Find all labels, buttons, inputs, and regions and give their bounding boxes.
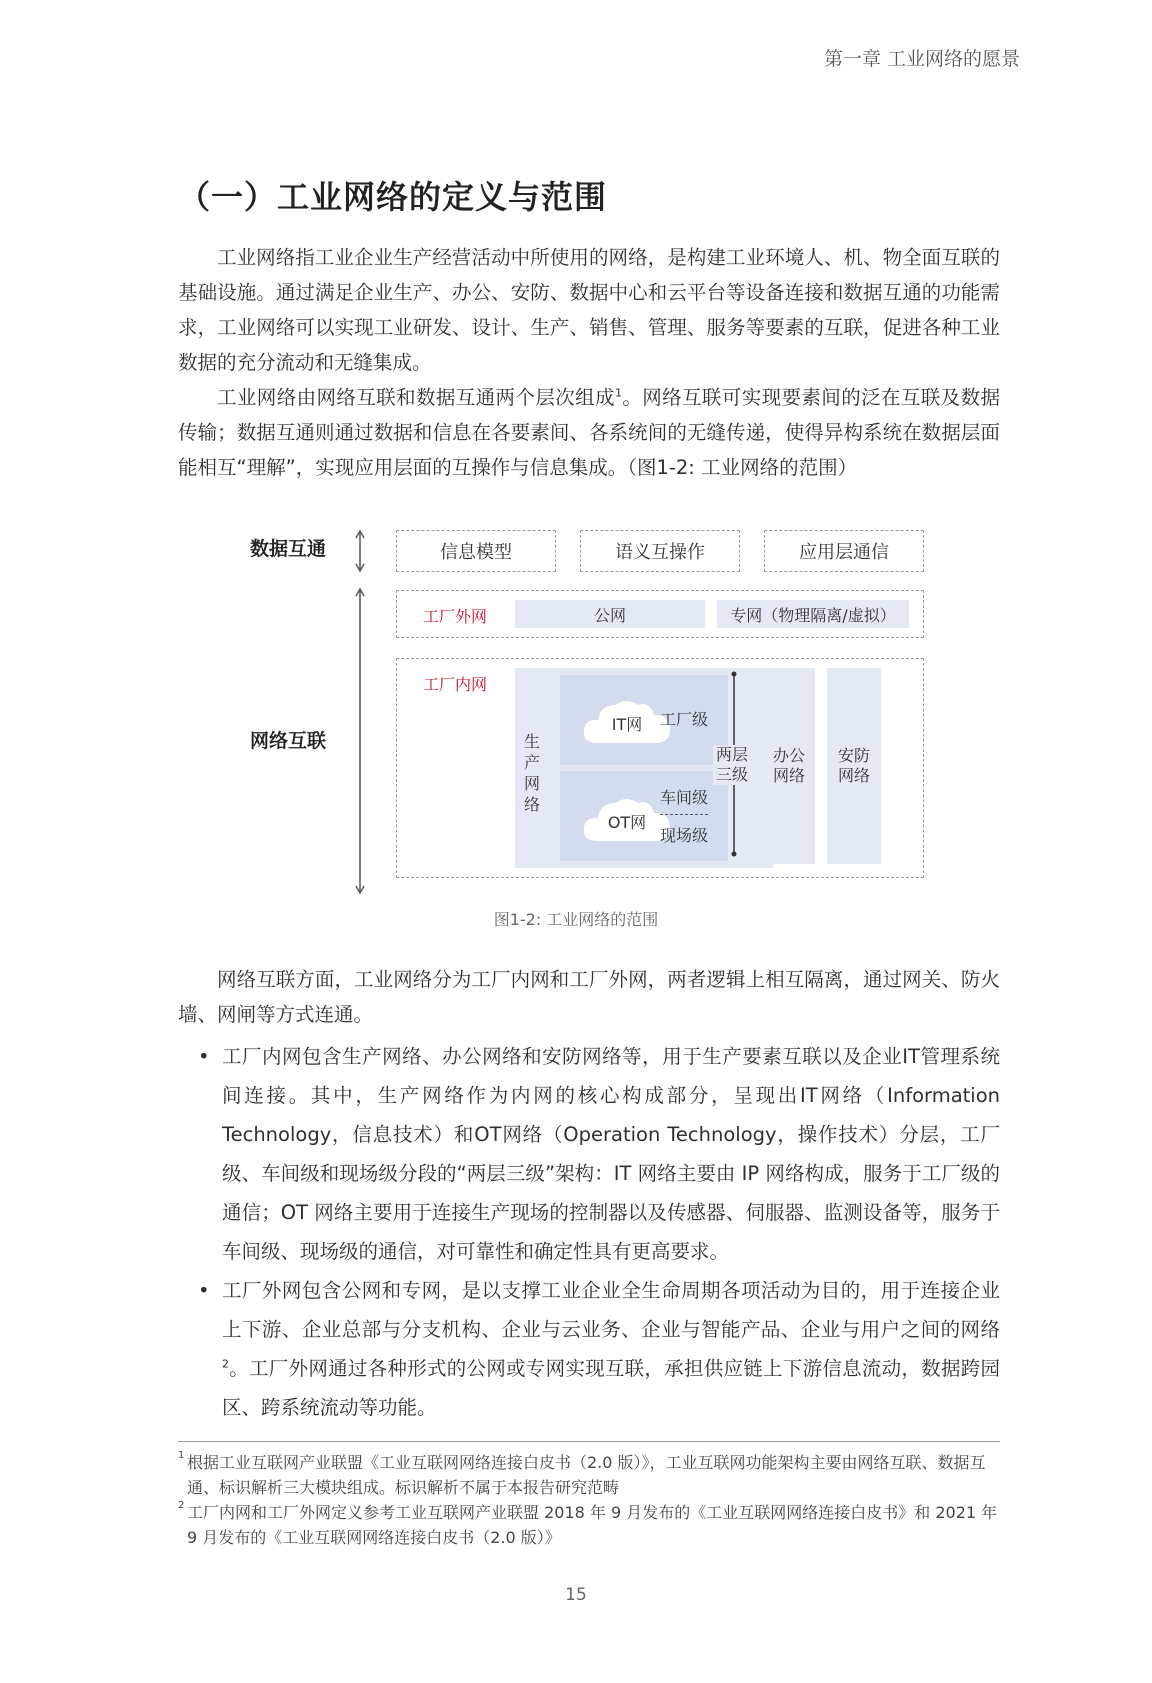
- running-header: 第一章 工业网络的愿景: [823, 48, 1020, 70]
- box-public-network: 公网: [515, 600, 705, 628]
- bullet-list: [198, 1037, 1000, 1427]
- label-two-layer-three-level: 两层三级: [713, 745, 751, 785]
- footnote-ref-2[interactable]: 2: [222, 1357, 229, 1371]
- factory-level-zone: [560, 675, 728, 765]
- label-internal-network: 工厂内网: [423, 675, 488, 694]
- box-semantic-interop: 语义互操作: [580, 530, 740, 572]
- footnote-ref-1[interactable]: 1: [614, 386, 622, 400]
- industrial-network-scope-diagram: [230, 520, 930, 900]
- footnote-2: 2 工厂内网和工厂外网定义参考工业互联网产业联盟 2018 年 9 月发布的《工业互联网网络连接白皮书》和 2021 年 9 月发布的《工业互联网网络连接白皮书（2.0 版）》: [178, 1500, 998, 1547]
- label-field-level: 现场级: [660, 826, 709, 845]
- label-security-network: 安防网络: [837, 746, 870, 785]
- paragraph-definition: 工业网络指工业企业生产经营活动中所使用的网络，是构建工业环境人、机、物全面互联的基础设施。通过满足企业生产、办公、安防、数据中心和云平台等设备连接和数据互通的功能需求，工业网络可以实现工业研发、设计、生产、销售、管理、服务等要素的互联，促进各种工业数据的充分流动和无缝集成。: [178, 246, 1000, 374]
- bullet-external-network: [198, 1271, 1000, 1427]
- label-production-network: 生产网络: [523, 732, 540, 814]
- label-external-network: 工厂外网: [423, 607, 488, 626]
- label-factory-level: 工厂级: [660, 710, 709, 729]
- workshop-field-zone: [560, 771, 728, 861]
- paragraph-interconnect-text: 网络互联方面，工业网络分为工厂内网和工厂外网，两者逻辑上相互隔离，通过网关、防火墙、网闸等方式连通。: [178, 968, 1000, 1026]
- bullet-external-text-a: 工厂外网包含公网和专网，是以支撑工业企业全生命周期各项活动为目的，用于连接企业上下游、企业总部与分支机构、企业与云业务、企业与智能产品、企业与用户之间的网络: [222, 1279, 1000, 1341]
- paragraph-layers-text-b: 。网络互联可实现要素间的泛在互联及数据传输；数据互通则通过数据和信息在各要素间、各系统间的无缝传递，使得异构系统在数据层面能相互“理解”，实现应用层面的互操作与信息集成。（图1-2: 工业网络的范围）: [178, 386, 1000, 479]
- paragraph-layers: [178, 380, 1000, 485]
- intro-paragraphs: [178, 240, 1000, 485]
- label-ot-network: OT网: [607, 812, 647, 832]
- level-divider: [660, 814, 708, 815]
- footnote-1-text: 根据工业互联网产业联盟《工业互联网网络连接白皮书（2.0 版）》，工业互联网功能架构主要由网络互联、数据互通、标识解析三大模块组成。标识解析不属于本报告研究范畴: [187, 1453, 986, 1497]
- box-app-layer-comm: 应用层通信: [764, 530, 924, 572]
- label-network-interconnect: 网络互联: [250, 730, 327, 752]
- external-network-box: [396, 590, 924, 638]
- box-private-network: 专网（物理隔离/虚拟）: [717, 600, 909, 628]
- bullet-internal-network: [198, 1037, 1000, 1271]
- footnote-1: 1 根据工业互联网产业联盟《工业互联网网络连接白皮书（2.0 版）》，工业互联网功能架构主要由网络互联、数据互通、标识解析三大模块组成。标识解析不属于本报告研究范畴: [178, 1450, 986, 1497]
- box-office-network: [763, 668, 815, 864]
- bullet-external-text-b: 。工厂外网通过各种形式的公网或专网实现互联，承担供应链上下游信息流动，数据跨园区、跨系统流动等功能。: [222, 1357, 1000, 1419]
- paragraph-layers-text-a: 工业网络由网络互联和数据互通两个层次组成: [217, 386, 615, 409]
- box-info-model: 信息模型: [396, 530, 556, 572]
- footnotes: [178, 1450, 1000, 1550]
- label-workshop-level: 车间级: [660, 788, 709, 807]
- bullet-symbol: •: [198, 1279, 210, 1302]
- box-security-network: [827, 668, 881, 864]
- bullet-internal-text: 工厂内网包含生产网络、办公网络和安防网络等，用于生产要素互联以及企业IT管理系统间连接。其中，生产网络作为内网的核心构成部分，呈现出IT网络（Information Technology，信息技术）和OT网络（Operation Technology，操作技术）分层，工厂级、车间级和现场级分段的“两层三级”架构：IT 网络主要由 IP 网络构成，服务于工厂级的通信；OT 网络主要用于连接生产现场的控制器以及传感器、伺服器、监测设备等，服务于车间级、现场级的通信，对可靠性和确定性具有更高要求。: [222, 1045, 1000, 1263]
- section-title: （一）工业网络的定义与范围: [178, 178, 608, 216]
- label-data-interop: 数据互通: [250, 538, 327, 560]
- footnote-2-text: 工厂内网和工厂外网定义参考工业互联网产业联盟 2018 年 9 月发布的《工业互联网网络连接白皮书》和 2021 年 9 月发布的《工业互联网网络连接白皮书（2.0 版）》: [187, 1503, 998, 1547]
- figure-caption: 图1-2: 工业网络的范围: [493, 910, 659, 929]
- footnote-divider: [178, 1441, 1000, 1442]
- scope-arrows: [352, 528, 368, 900]
- paragraph-interconnect: [178, 962, 1000, 1032]
- page-number: 15: [565, 1585, 587, 1605]
- label-office-network: 办公网络: [772, 746, 805, 785]
- internal-network-box: [396, 658, 924, 878]
- label-it-network: IT网: [611, 714, 643, 734]
- bullet-symbol: •: [198, 1045, 210, 1068]
